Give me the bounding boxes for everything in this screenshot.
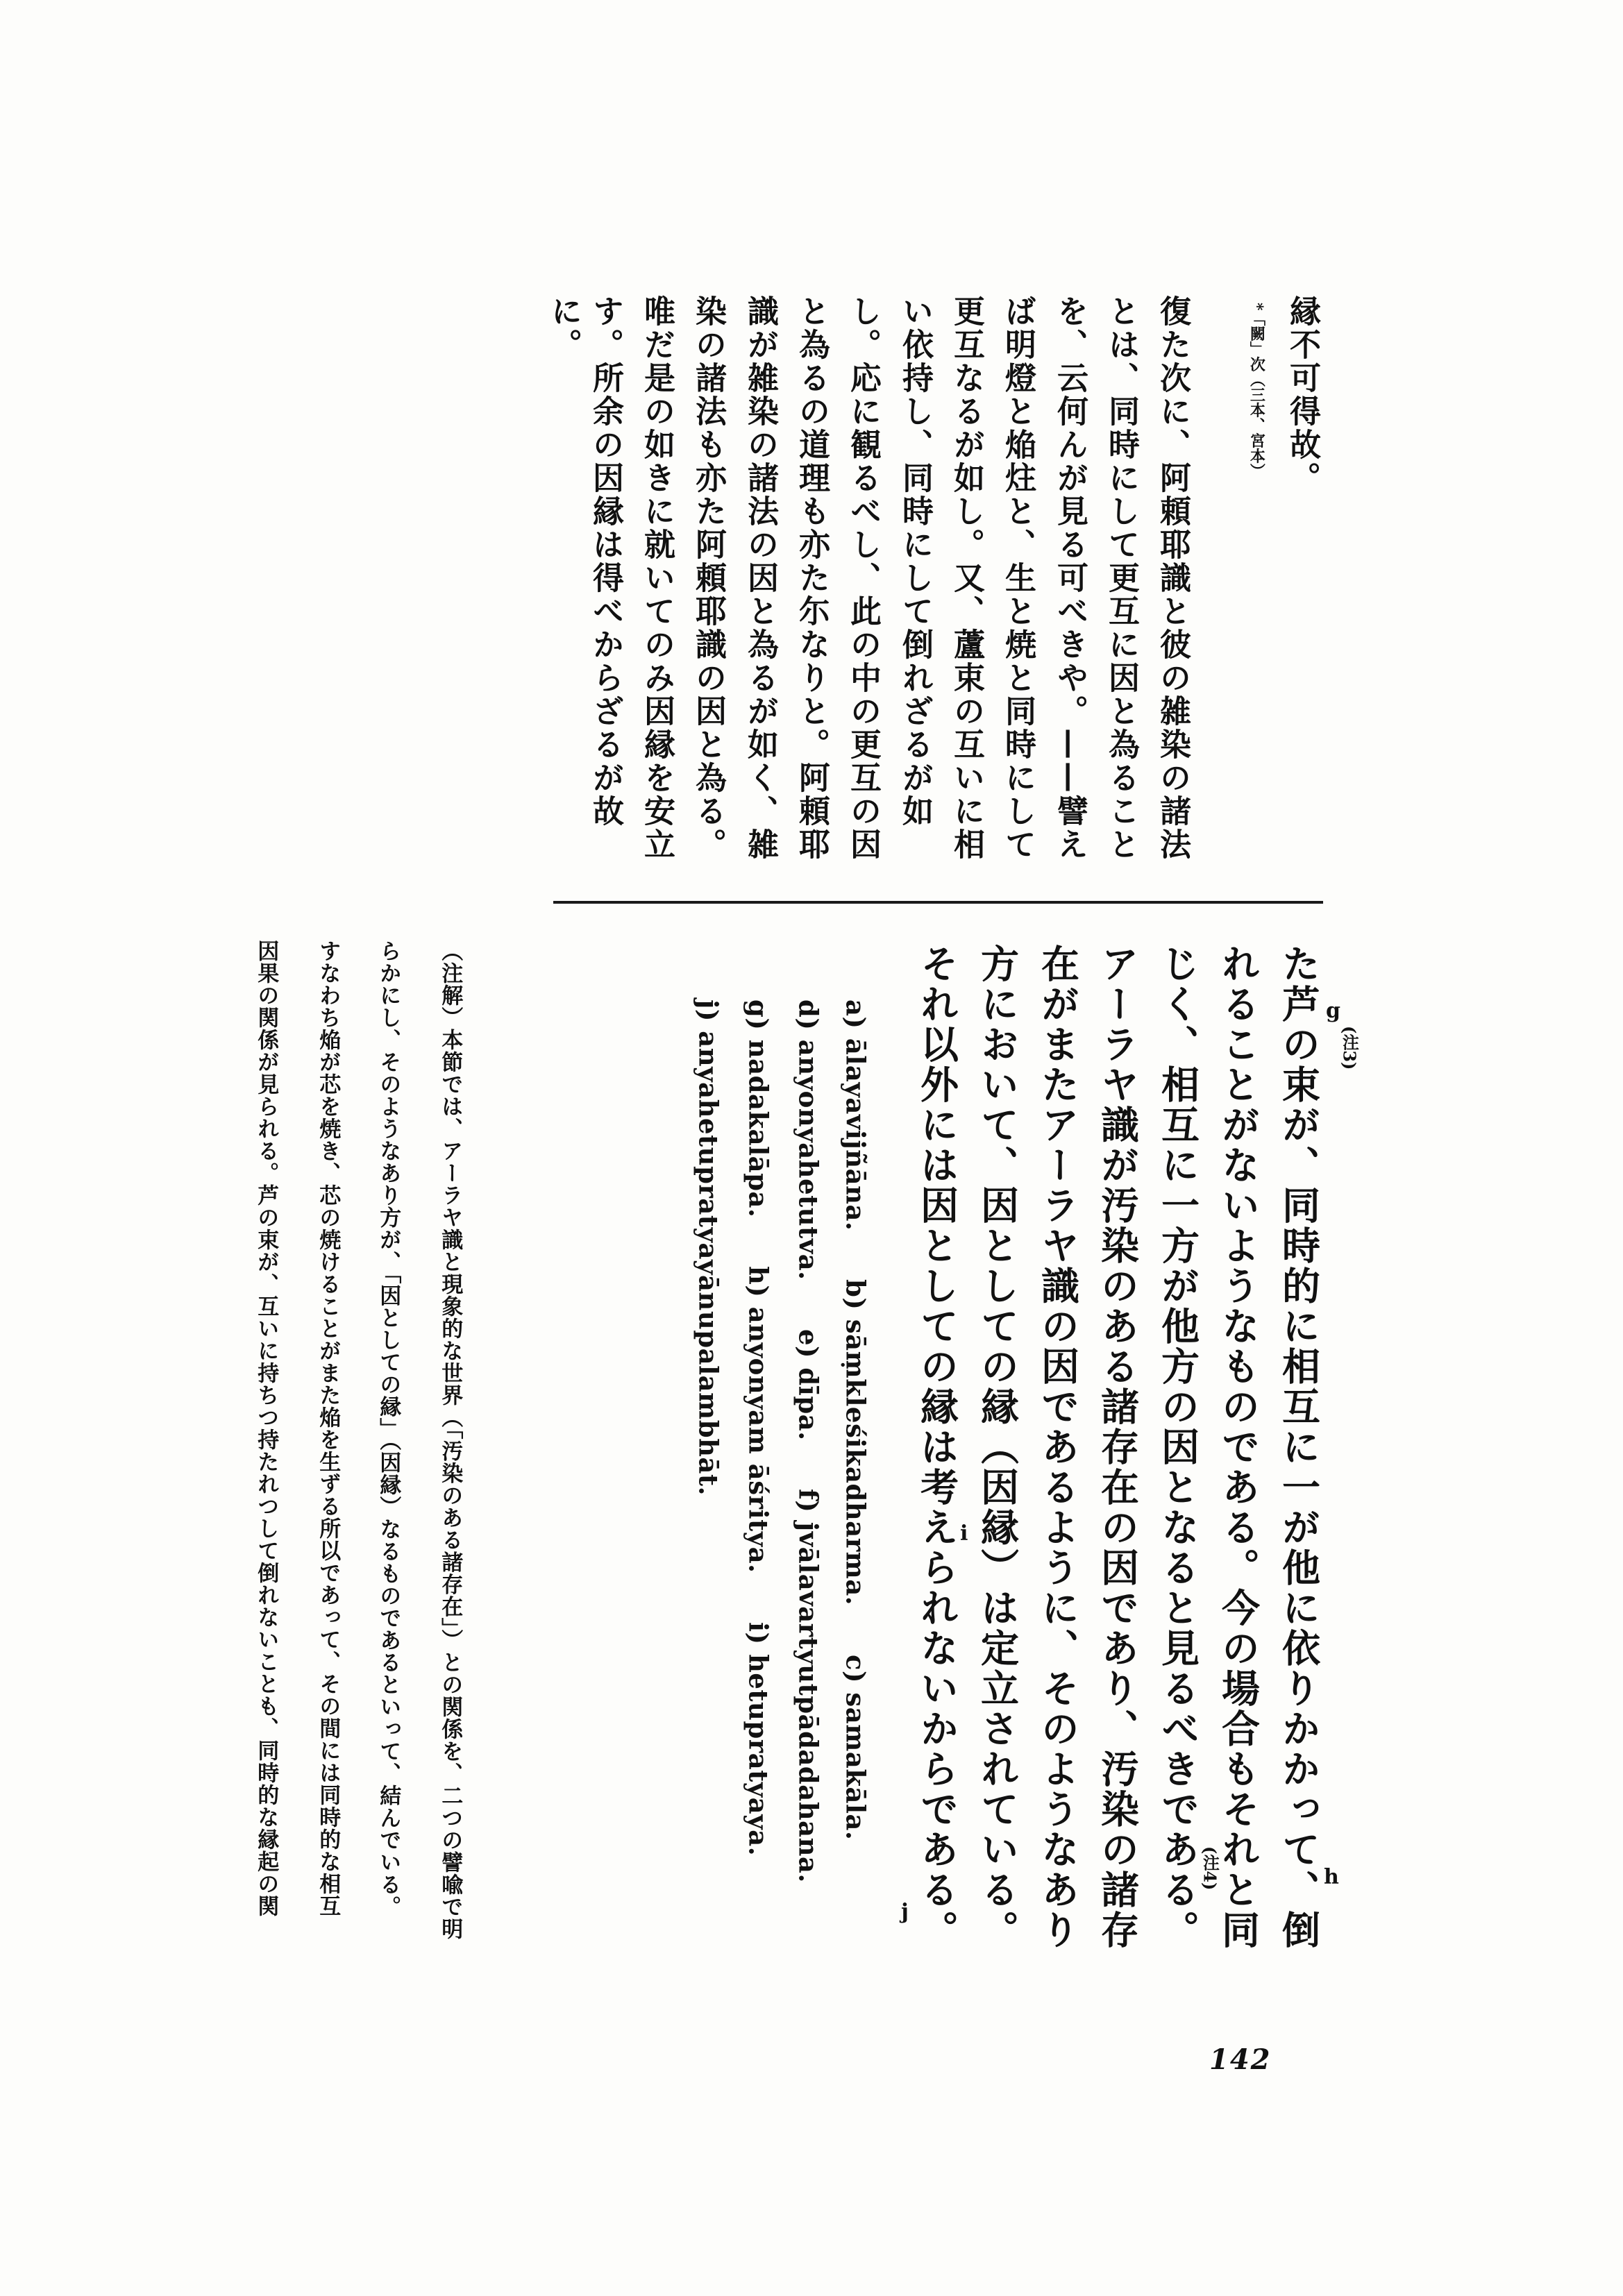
commentary-line: 因果の関係が見られる。芦の束が、互いに持ちつ持たれつして倒れないことも、同時的な縁起の関: [253, 940, 279, 1917]
translation-line: 在がまたアーラヤ識の因であるように、そのようなあり: [1035, 944, 1080, 1950]
note-ref-3: (注3): [1339, 1026, 1360, 1070]
kanbun-line: 唯だ是の如きに就いてのみ因縁を安立: [639, 295, 675, 861]
kanbun-line: 染の諸法も亦た阿頼耶識の因と為る。: [690, 295, 727, 861]
kanbun-variant-note: *「闕」次（三本、宮本）: [1247, 303, 1266, 479]
kanbun-line: 更互なるが如し。又、蘆束の互いに相: [948, 295, 985, 861]
footnote-line: [793, 999, 823, 1883]
ref-mark-j: j: [901, 1900, 909, 1924]
kanbun-line: とは、同時にして更互に因と為ること: [1103, 295, 1140, 861]
footnote-entry: d) anyonyahetutva.: [793, 999, 824, 1281]
commentary-text: 本節では、アーラヤ識と現象的な世界（「汚染のある諸存在」）との関係を、二つの譬喩で明: [437, 1029, 463, 1940]
footnote-entry: b) sāṃkleśikadharma.: [840, 1279, 871, 1606]
kanbun-line: ば明燈と焔炷と、生と焼と同時にして: [1000, 295, 1036, 861]
page-number: 142: [1209, 2043, 1272, 2076]
commentary-line: [437, 940, 462, 1940]
commentary-line: すなわち焔が芯を焼き、芯の焼けることがまた焔を生ずる所以であって、その間には同時的な相互: [315, 940, 341, 1917]
kanbun-title: 縁不可得故。: [1284, 295, 1321, 495]
kanbun-line: を、云何んが見る可べきや。——譬え: [1052, 295, 1088, 861]
kanbun-line: す。所余の因縁は得べからざるが故: [587, 295, 624, 828]
kanbun-line: し。応に観るべし、此の中の更互の因: [845, 295, 882, 861]
ref-mark-g: g: [1326, 999, 1340, 1023]
footnote-entry: f) jvālavartyutpādadahana.: [793, 1489, 824, 1884]
kanbun-line: い依持し、同時にして倒れざるが如: [897, 295, 934, 828]
footnote-entry: h) anyonyam āśritya.: [743, 1266, 774, 1573]
kanbun-line: と為るの道理も亦た尓なりと。阿頼耶: [793, 295, 830, 861]
translation-line: アーラヤ識が汚染のある諸存在の因であり、汚染の諸存: [1095, 944, 1140, 1950]
commentary-label: （注解）: [437, 940, 463, 1029]
translation-line: 方において、因としての縁（因縁）は定立されている。: [975, 944, 1020, 1950]
translation-line: じく、相互に一方が他方の因となると見るべきである。: [1155, 944, 1200, 1950]
note-ref-4: (注4): [1200, 1846, 1220, 1891]
translation-line: れることがないようなものである。今の場合もそれと同: [1216, 944, 1261, 1950]
translation-line: た芦の束が、同時的に相互に一が他に依りかかって、倒: [1276, 944, 1321, 1950]
footnote-line: [693, 999, 723, 1496]
footnote-entry: i) hetupratyaya.: [743, 1621, 774, 1857]
footnote-line: [743, 999, 773, 1856]
section-divider: [553, 901, 1323, 904]
commentary-line: らかにし、そのようなあり方が、「因としての縁」（因縁）なるものであるといって、結んでいる。: [376, 940, 401, 1918]
kanbun-line: 復た次に、阿頼耶識と彼の雑染の諸法: [1154, 295, 1191, 861]
footnote-entry: c) samakāla.: [840, 1654, 871, 1840]
kanbun-line: 識が雑染の諸法の因と為るが如く、雑: [742, 295, 779, 861]
footnote-entry: e) dīpa.: [793, 1328, 824, 1441]
footnote-entry: a) ālayavijñāna.: [840, 999, 871, 1231]
translation-line: それ以外には因としての縁は考えられないからである。: [914, 944, 959, 1950]
kanbun-line: に。: [546, 295, 582, 362]
footnote-entry: j) anyahetupratyayānupalambhāt.: [693, 999, 724, 1496]
ref-mark-h: h: [1324, 1865, 1339, 1889]
ref-mark-i: i: [960, 1521, 968, 1546]
footnote-line: [840, 999, 871, 1840]
footnote-entry: g) nadakalāpa.: [743, 999, 774, 1218]
